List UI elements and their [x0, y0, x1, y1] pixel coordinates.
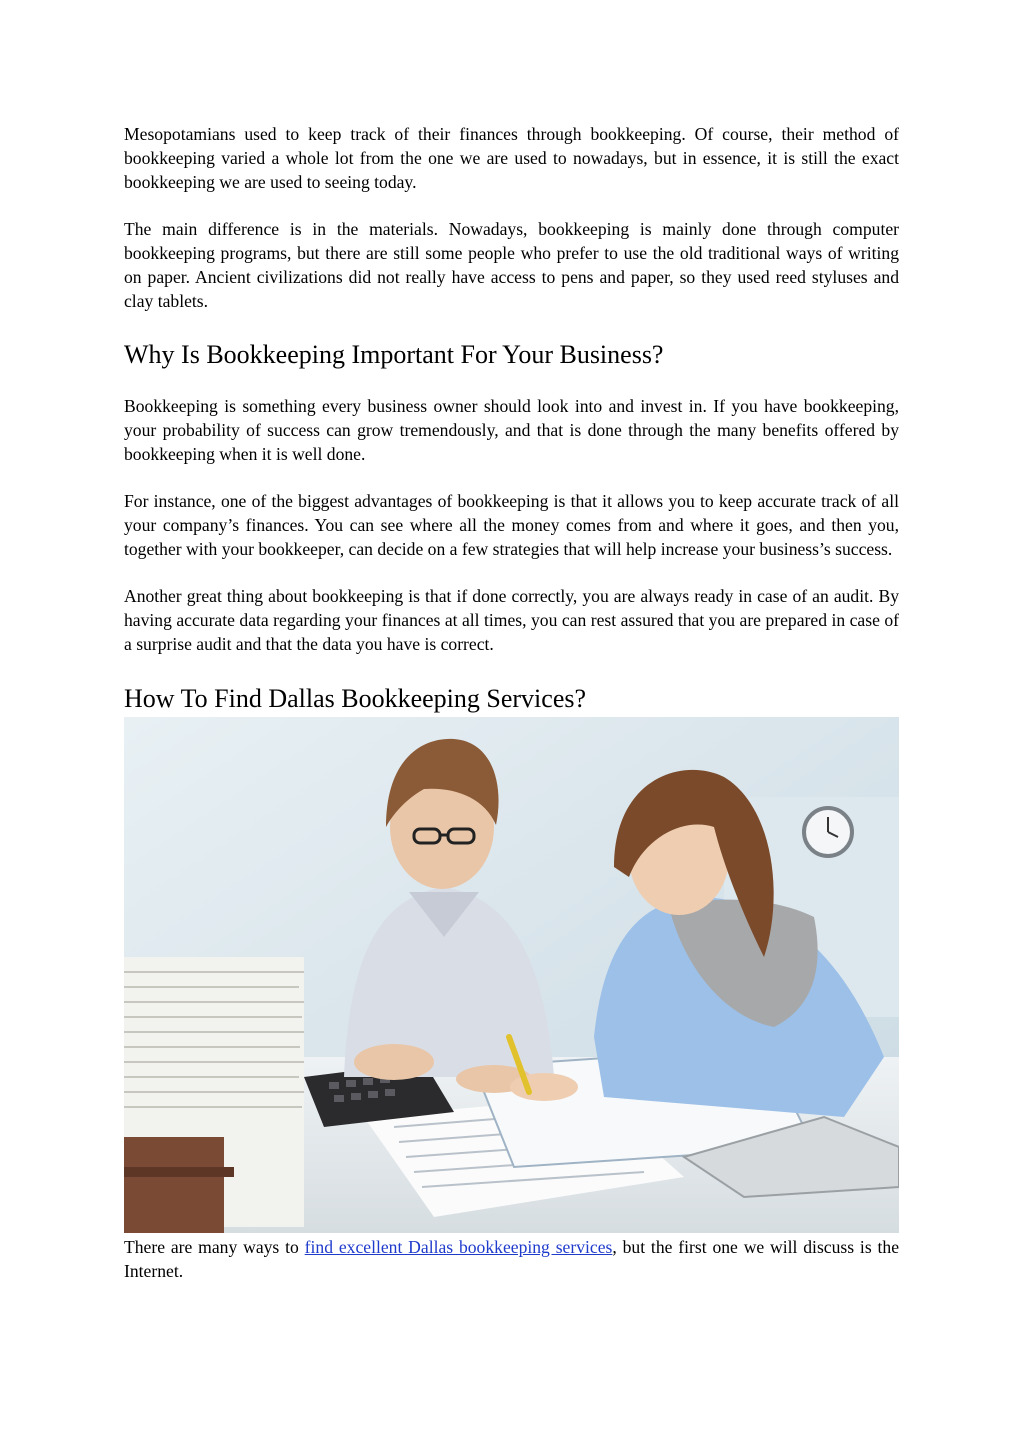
heading-how-to-find: How To Find Dallas Bookkeeping Services? [124, 684, 587, 713]
paper-stack-icon [124, 957, 304, 1233]
text-after-link: , but the first one we will discuss is the Internet. [124, 1237, 900, 1281]
intro-paragraph-1: Mesopotamians used to keep track of their finances through bookkeeping. Of course, their method of bookkeeping varied a whole lot from the one we are used to nowadays, but in essence, it is still the exact bookkeeping we are used to seeing today. [124, 124, 899, 192]
text-before-link: There are many ways to [124, 1237, 305, 1257]
photo-icon [124, 717, 899, 1233]
why-paragraph-3: Another great thing about bookkeeping is that if done correctly, you are always ready in case of an audit. By having accurate data regarding your finances at all times, you can rest assured that you are prepared in case of a surprise audit and that the data you have is correct. [124, 586, 899, 654]
document-page [124, 122, 899, 1283]
why-paragraph-1: Bookkeeping is something every business owner should look into and invest in. If you have bookkeeping, your probability of success can grow tremendously, and that is done through the many benefits offered by bookkeeping when it is well done. [124, 396, 899, 464]
dallas-bookkeeping-link[interactable]: find excellent Dallas bookkeeping services [304, 1237, 613, 1257]
intro-paragraph-2: The main difference is in the materials. Nowadays, bookkeeping is mainly done through computer bookkeeping programs, but there are still some people who prefer to use the old traditional ways of writing on paper. Ancient civilizations did not really have access to pens and paper, so they used reed styluses and clay tablets. [124, 219, 899, 311]
why-paragraph-2: For instance, one of the biggest advantages of bookkeeping is that it allows you to keep accurate track of all your company’s finances. You can see where all the money comes from and where it goes, and then you, together with your bookkeeper, can decide on a few strategies that will help increase your business’s success. [124, 491, 899, 559]
after-image-paragraph [124, 1235, 899, 1283]
heading-why-bookkeeping: Why Is Bookkeeping Important For Your Business? [124, 340, 664, 369]
